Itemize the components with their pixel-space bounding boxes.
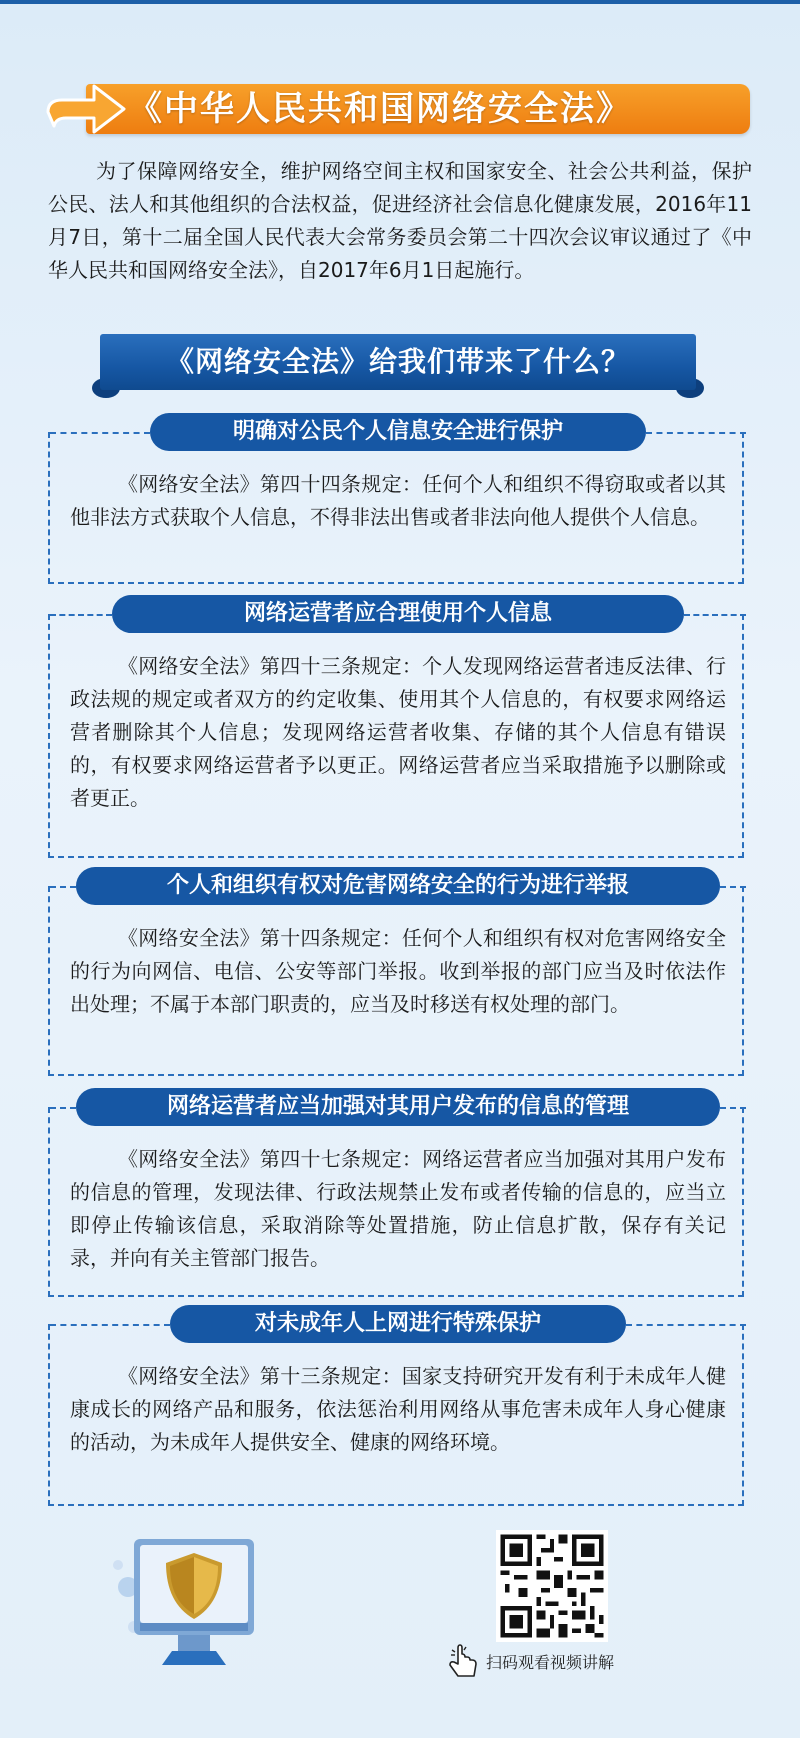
subtitle: 《网络安全法》给我们带来了什么？ [165,345,630,378]
section-body: 《网络安全法》第四十三条规定：个人发现网络运营者违反法律、行政法规的规定或者双方的约定收集、使用其个人信息的，有权要求网络运营者删除其个人信息；发现网络运营者收集、存储的其个人信息有错误的，有权要求网络运营者予以更正。网络运营者应当采取措施予以删除或者更正。 [70,654,726,810]
section-top-dash [50,614,112,616]
arrow-right-icon [46,78,126,140]
section-top-dash [50,1324,170,1326]
title-banner [46,78,750,140]
section-heading: 明确对公民个人信息安全进行保护 [150,413,646,451]
hand-tap-icon [444,1644,484,1680]
section-top-dash [720,1107,746,1109]
section-minors-protection [48,1311,744,1506]
section-report-rights [48,873,744,1076]
section-heading: 网络运营者应合理使用个人信息 [112,595,684,633]
section-heading: 个人和组织有权对危害网络安全的行为进行举报 [76,867,720,905]
section-reasonable-use [48,601,744,858]
scan-caption [444,1644,664,1680]
qr-code-icon[interactable] [496,1530,608,1642]
monitor-shield-icon [112,1515,272,1675]
scan-text: 扫码观看视频讲解 [486,1653,615,1672]
intro-paragraph: 为了保障网络安全，维护网络空间主权和国家安全、社会公共利益，保护公民、法人和其他组织的合法权益，促进经济社会信息化健康发展，2016年11月7日，第十二届全国人民代表大会常务委员会第二十四次会议审议通过了《中华人民共和国网络安全法》，自2017年6月1日起施行。 [48,159,752,282]
section-personal-info-protection [48,419,744,584]
section-heading: 对未成年人上网进行特殊保护 [170,1305,626,1343]
section-top-dash [50,432,150,434]
section-top-dash [50,886,76,888]
section-top-dash [646,432,746,434]
section-top-dash [720,886,746,888]
section-body: 《网络安全法》第十三条规定：国家支持研究开发有利于未成年人健康成长的网络产品和服务，依法惩治利用网络从事危害未成年人身心健康的活动，为未成年人提供安全、健康的网络环境。 [70,1364,726,1454]
section-top-dash [684,614,746,616]
section-top-dash [50,1107,76,1109]
section-body: 《网络安全法》第四十四条规定：任何个人和组织不得窃取或者以其他非法方式获取个人信息，不得非法出售或者非法向他人提供个人信息。 [70,472,726,529]
section-heading: 网络运营者应当加强对其用户发布的信息的管理 [76,1088,720,1126]
top-border [0,0,800,4]
section-top-dash [626,1324,746,1326]
section-body: 《网络安全法》第十四条规定：任何个人和组织有权对危害网络安全的行为向网信、电信、公安等部门举报。收到举报的部门应当及时依法作出处理；不属于本部门职责的，应当及时移送有权处理的部门。 [70,926,726,1016]
section-body: 《网络安全法》第四十七条规定：网络运营者应当加强对其用户发布的信息的管理，发现法律、行政法规禁止发布或者传输的信息的，应当立即停止传输该信息，采取消除等处置措施，防止信息扩散，保存有关记录，并向有关主管部门报告。 [70,1147,726,1270]
section-operator-management [48,1094,744,1297]
page-title: 《中华人民共和国网络安全法》 [128,89,632,129]
subtitle-banner [92,334,704,398]
